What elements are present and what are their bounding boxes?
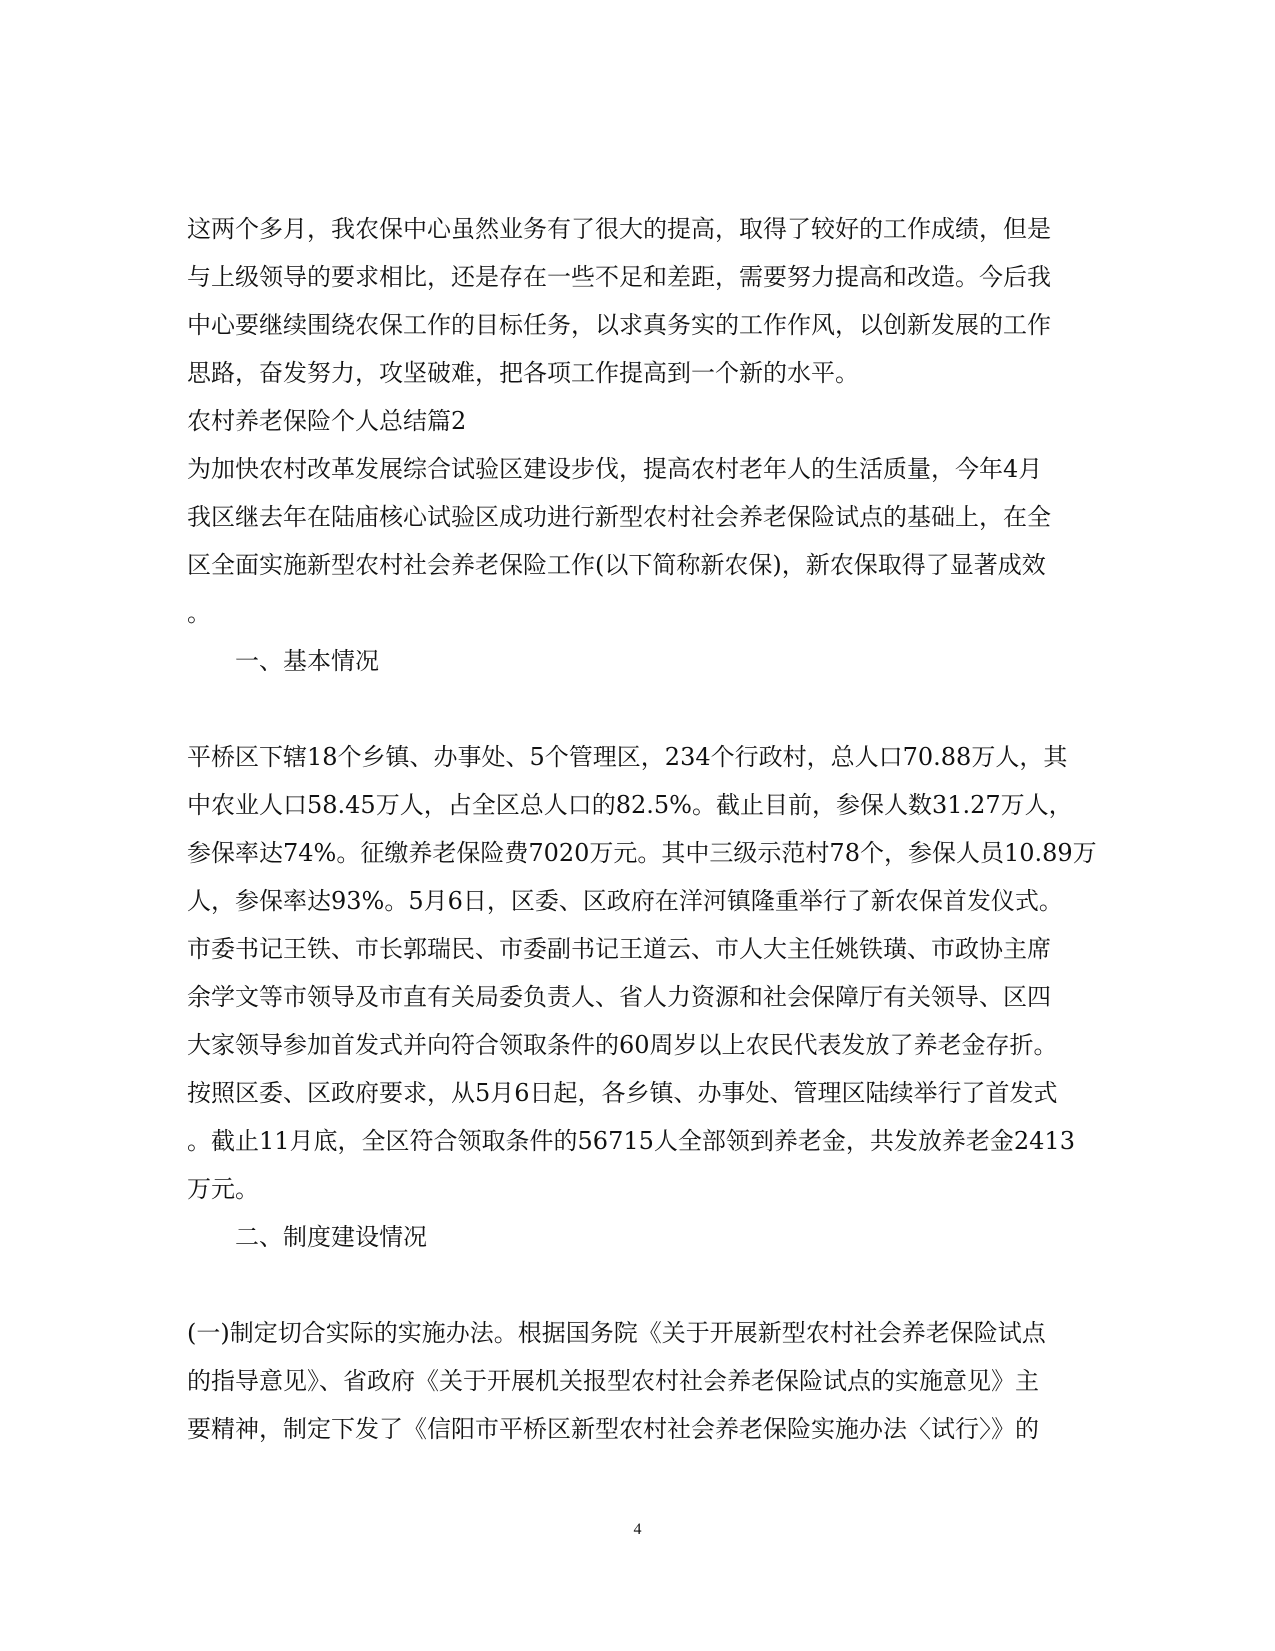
- paragraph-line: 余学文等市领导及市直有关局委负责人、省人力资源和社会保障厅有关领导、区四: [187, 983, 1051, 1011]
- paragraph-line: 思路，奋发努力，攻坚破难，把各项工作提高到一个新的水平。: [187, 359, 859, 387]
- section-heading: 农村养老保险个人总结篇2: [187, 407, 467, 435]
- paragraph-line: 要精神，制定下发了《信阳市平桥区新型农村社会养老保险实施办法〈试行〉》的: [187, 1415, 1039, 1443]
- paragraph-line: 大家领导参加首发式并向符合领取条件的60周岁以上农民代表发放了养老金存折。: [187, 1031, 1058, 1059]
- paragraph-line: 万元。: [187, 1175, 259, 1203]
- paragraph-line: 这两个多月，我农保中心虽然业务有了很大的提高，取得了较好的工作成绩，但是: [187, 215, 1051, 243]
- paragraph-line: 的指导意见》、省政府《关于开展机关报型农村社会养老保险试点的实施意见》主: [187, 1367, 1039, 1395]
- paragraph-line: 参保率达74%。征缴养老保险费7020万元。其中三级示范村78个，参保人员10.89万: [187, 839, 1097, 867]
- paragraph-line: 。截止11月底，全区符合领取条件的56715人全部领到养老金，共发放养老金2413: [187, 1127, 1075, 1155]
- paragraph-line: 为加快农村改革发展综合试验区建设步伐，提高农村老年人的生活质量，今年4月: [187, 455, 1043, 483]
- paragraph-line: 与上级领导的要求相比，还是存在一些不足和差距，需要努力提高和改造。今后我: [187, 263, 1051, 291]
- paragraph-line: 中农业人口58.45万人，占全区总人口的82.5%。截止目前，参保人数31.27万人，: [187, 791, 1073, 819]
- page-number: 4: [633, 1521, 642, 1538]
- paragraph-line: 市委书记王铁、市长郭瑞民、市委副书记王道云、市人大主任姚铁璜、市政协主席: [187, 935, 1051, 963]
- paragraph-line: (一)制定切合实际的实施办法。根据国务院《关于开展新型农村社会养老保险试点: [187, 1319, 1046, 1347]
- paragraph-line: 中心要继续围绕农保工作的目标任务，以求真务实的工作作风，以创新发展的工作: [187, 311, 1051, 339]
- paragraph-line: 平桥区下辖18个乡镇、办事处、5个管理区，234个行政村，总人口70.88万人，其: [187, 743, 1068, 771]
- paragraph-line: 区全面实施新型农村社会养老保险工作(以下简称新农保)，新农保取得了显著成效: [187, 551, 1046, 579]
- subheading-system-construction: 二、制度建设情况: [235, 1223, 427, 1251]
- subheading-basic-situation: 一、基本情况: [235, 647, 379, 675]
- paragraph-line: 按照区委、区政府要求，从5月6日起，各乡镇、办事处、管理区陆续举行了首发式: [187, 1079, 1058, 1107]
- paragraph-line: 人，参保率达93%。5月6日，区委、区政府在洋河镇隆重举行了新农保首发仪式。: [187, 887, 1063, 915]
- paragraph-line: 我区继去年在陆庙核心试验区成功进行新型农村社会养老保险试点的基础上，在全: [187, 503, 1051, 531]
- paragraph-line: 。: [187, 599, 211, 627]
